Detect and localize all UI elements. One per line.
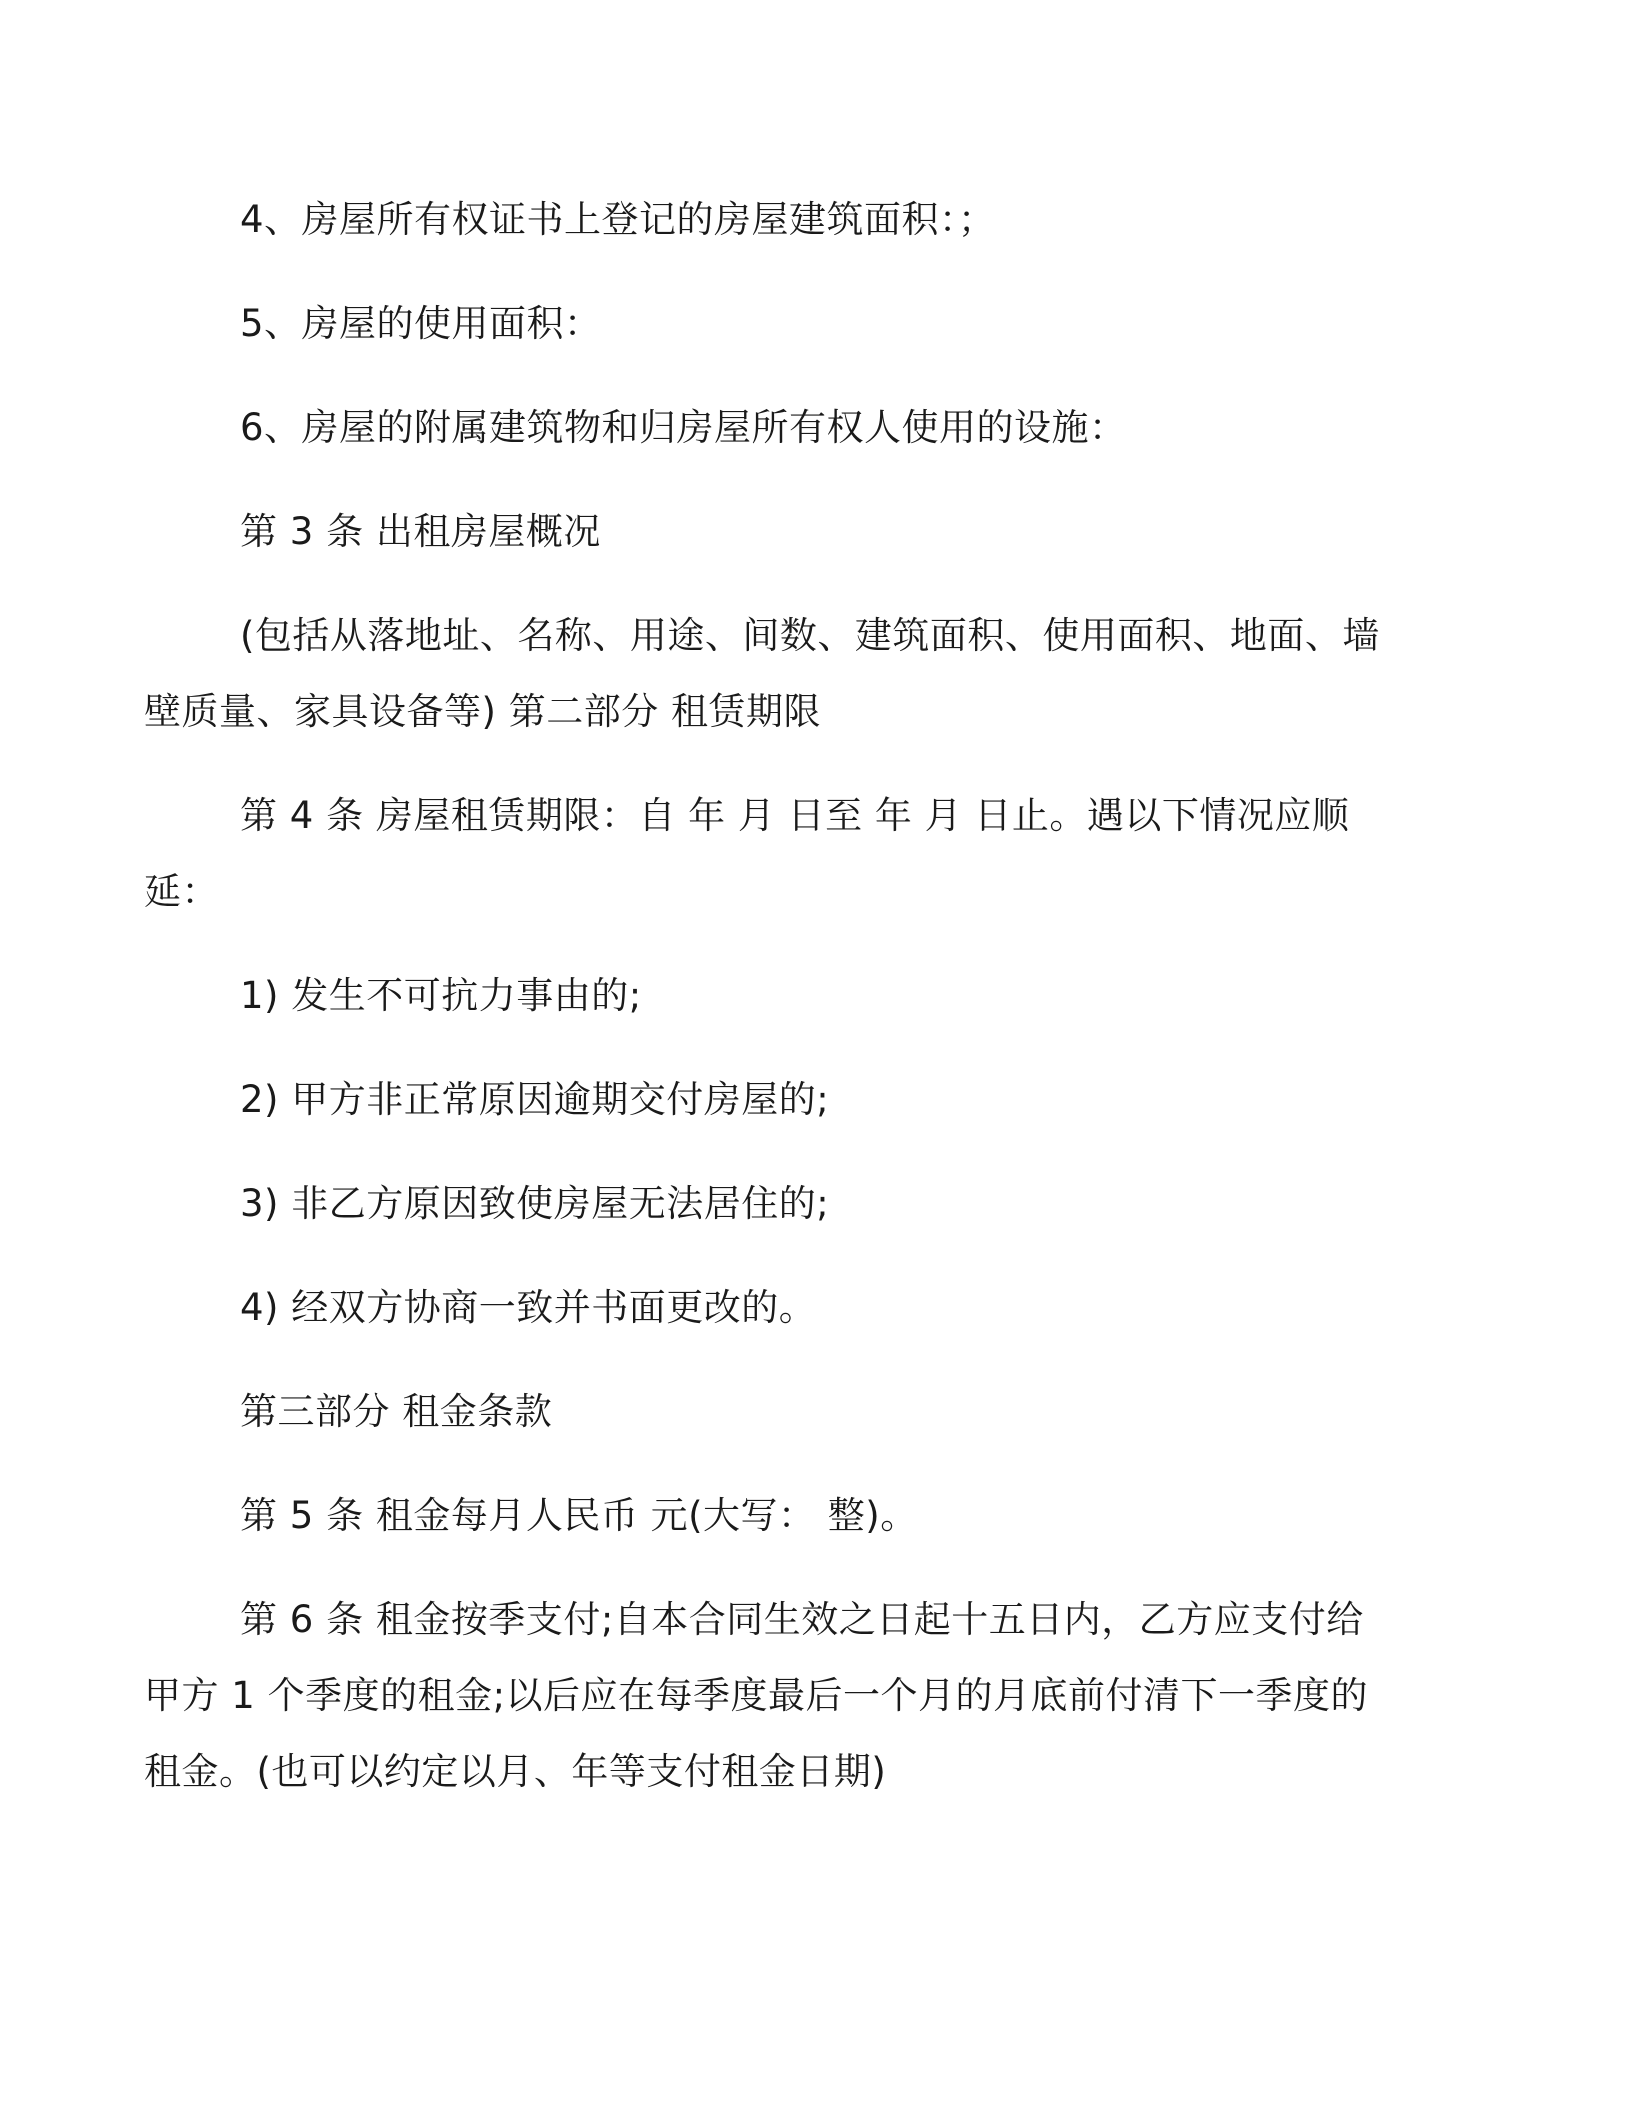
article-3-description: (包括从落地址、名称、用途、间数、建筑面积、使用面积、地面、墙壁质量、家具设备等) 第二部分 租赁期限 <box>144 614 1380 733</box>
delay-condition-2: 2) 甲方非正常原因逾期交付房屋的; <box>240 1078 830 1121</box>
part-3-heading: 第三部分 租金条款 <box>240 1390 553 1433</box>
article-6-payment: 第 6 条 租金按季支付;自本合同生效之日起十五日内，乙方应支付给甲方 1 个季度的租金;以后应在每季度最后一个月的月底前付清下一季度的租金。(也可以约定以月、年等支付租金日期) <box>144 1598 1369 1793</box>
delay-condition-3: 3) 非乙方原因致使房屋无法居住的; <box>240 1182 830 1225</box>
article-4-lease-term: 第 4 条 房屋租赁期限：自 年 月 日至 年 月 日止。遇以下情况应顺延： <box>144 794 1350 913</box>
delay-condition-4: 4) 经双方协商一致并书面更改的。 <box>240 1286 817 1329</box>
article-5-rent: 第 5 条 租金每月人民币 元(大写： 整)。 <box>240 1494 918 1537</box>
delay-condition-1: 1) 发生不可抗力事由的; <box>240 974 642 1017</box>
clause-item-5: 5、房屋的使用面积： <box>240 302 602 345</box>
clause-item-4: 4、房屋所有权证书上登记的房屋建筑面积：； <box>240 198 996 241</box>
clause-item-6: 6、房屋的附属建筑物和归房屋所有权人使用的设施： <box>240 406 1127 449</box>
article-3-heading: 第 3 条 出租房屋概况 <box>240 510 601 553</box>
